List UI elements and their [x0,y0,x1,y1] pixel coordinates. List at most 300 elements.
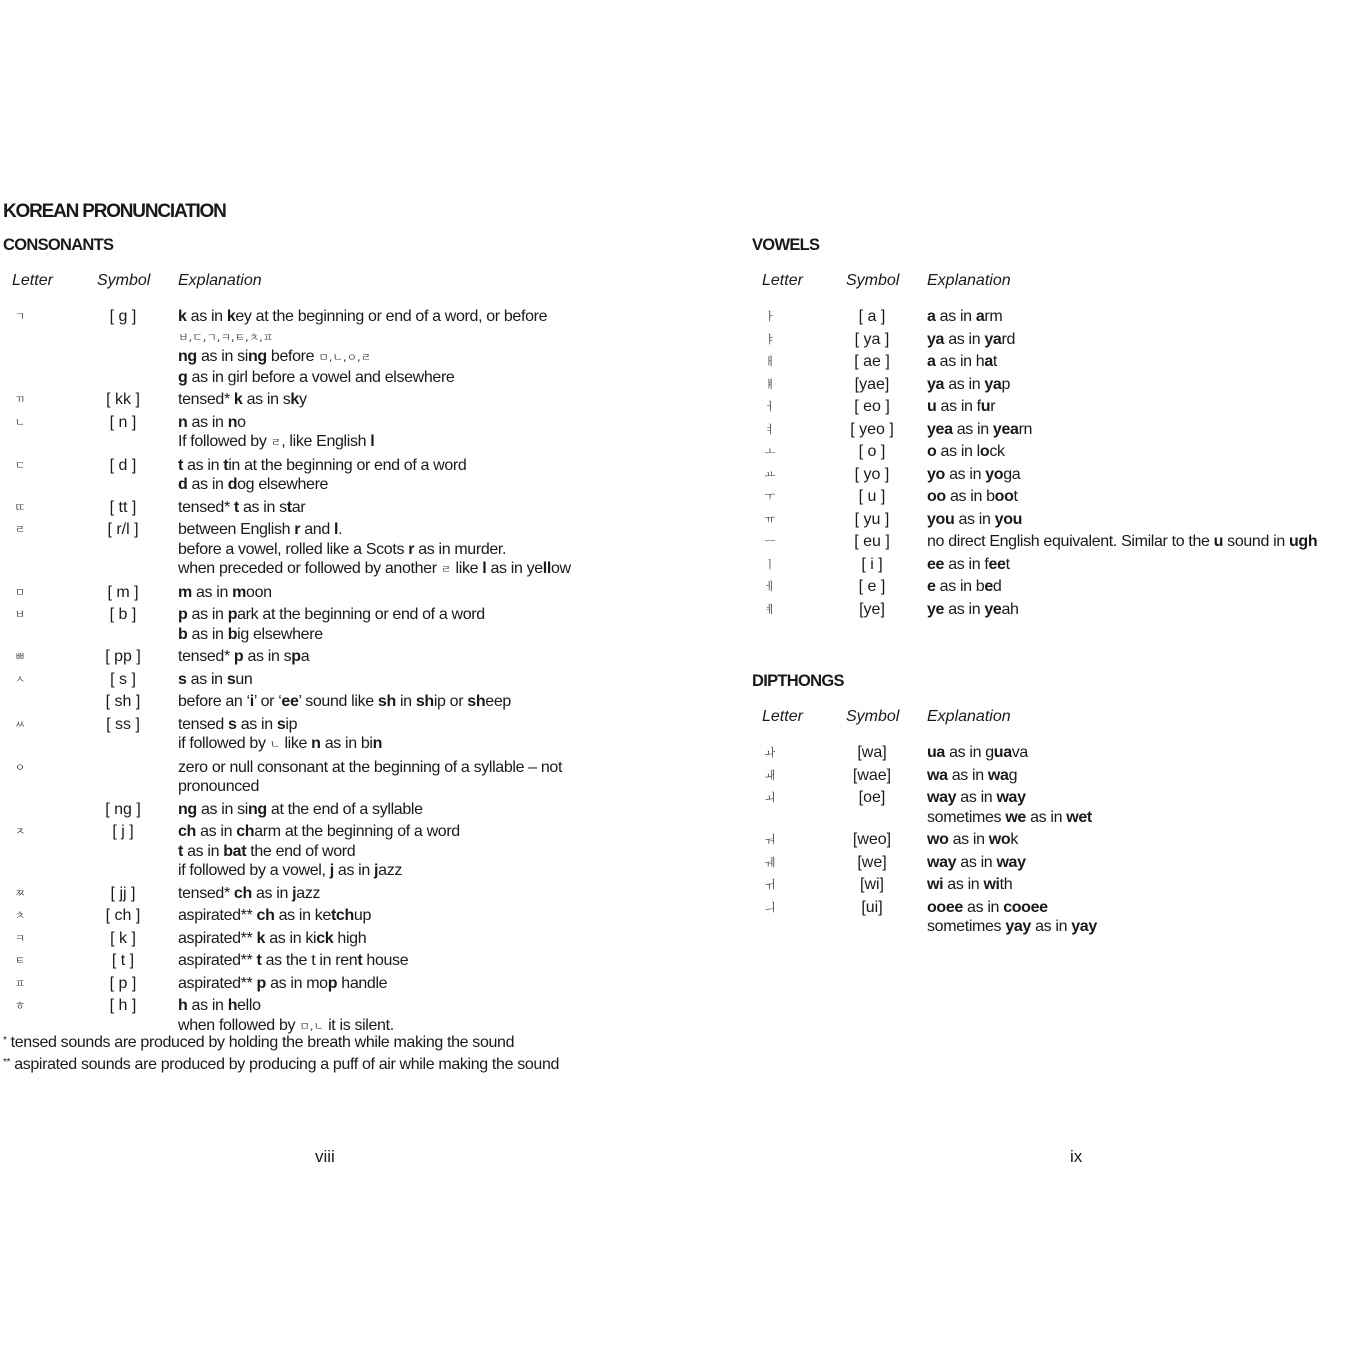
hangul-text: ㄹ [440,563,452,576]
emphasis-text: we [1005,808,1026,826]
explanation-line [178,368,690,388]
text: as in [251,884,293,902]
romanization-symbol: [ eu ] [854,533,890,550]
hangul-letter: ㅎ [14,999,26,1012]
text: if followed by a vowel, [178,862,330,879]
consonants-row [0,951,690,971]
text: aspirated** [178,929,257,947]
consonants-row [0,800,690,820]
text: pronounced [178,778,260,795]
hangul-letter: ㄲ [14,393,26,406]
explanation [927,307,1369,327]
diphthongs-row [690,875,1369,895]
hangul-letter: ㅇ [14,760,26,774]
text: ah [1001,600,1019,618]
explanation [927,600,1369,620]
footnote-tensed [3,1031,559,1053]
text: arm at the beginning of a word [254,823,460,840]
text: ck [989,443,1005,460]
text: as in si [196,800,248,818]
explanation-line [927,375,1369,395]
emphasis-text: wa [927,766,948,784]
consonants-row [0,456,690,495]
text: oon [246,583,272,601]
text: like [451,560,483,577]
explanation-line [178,800,690,820]
text: t [1005,555,1010,573]
emphasis-text: wa [987,766,1009,784]
explanation-line [927,465,1369,485]
text: as in b [945,488,995,505]
emphasis-text: cooee [1003,898,1048,916]
diphthongs-table [690,743,1369,940]
explanation-line [927,577,1369,597]
text: as in [186,670,227,688]
emphasis-text: a [975,308,985,325]
emphasis-text: t [256,952,262,969]
explanation-line [178,734,690,755]
text: a [300,648,310,665]
explanation-line [178,777,690,797]
text: t [1013,488,1018,505]
hangul-letter: ㅉ [14,886,26,900]
explanation-line [178,822,690,842]
explanation-line [927,875,1369,895]
emphasis-text: n [311,735,321,752]
hangul-letter: ㅏ [764,310,776,323]
text: no direct English equivalent. Similar to the [927,533,1214,550]
text: eep [485,693,511,710]
emphasis-text: yea [992,420,1019,438]
emphasis-text: ee [927,555,945,573]
emphasis-text: you [927,510,955,528]
hangul-letter: ㅋ [14,931,26,945]
emphasis-text: yo [927,465,945,483]
emphasis-text: d [227,476,238,493]
emphasis-text: ooee [927,898,963,916]
emphasis-text: d [178,476,188,493]
explanation [178,715,690,755]
hangul-letter: ㅐ [764,355,776,368]
emphasis-text: way [927,853,957,871]
explanation [927,555,1369,575]
hangul-letter: ㅌ [14,954,26,967]
emphasis-text: a [927,308,936,325]
text: as in [187,476,228,493]
explanation-line [178,390,690,410]
explanation-line [178,974,690,994]
emphasis-text: n [227,413,238,431]
emphasis-text: wo [927,831,949,848]
text: as in [195,823,237,840]
emphasis-text: s [226,670,236,688]
hangul-text: ㄹ [270,436,282,449]
hangul-letter: ㅛ [764,467,776,481]
vowels-row [690,465,1369,485]
explanation-line [178,327,690,348]
hangul-letter: ㅗ [764,445,776,458]
text: as in [187,625,228,643]
emphasis-text: ng [247,348,267,365]
romanization-symbol: [ e ] [858,578,886,595]
explanation [927,788,1369,827]
explanation-line [178,929,690,949]
diphthongs-letter-header: Letter [762,708,803,725]
emphasis-text: ugh [1288,533,1318,550]
consonants-row [0,974,690,994]
text: tensed* [178,391,234,408]
romanization-symbol: [ kk ] [106,391,140,408]
text: ’ or ‘ [253,693,282,710]
explanation-line [927,788,1369,808]
emphasis-text: b [178,625,188,643]
emphasis-text: e [927,578,936,595]
emphasis-text: t [178,842,183,860]
explanation-line [927,830,1369,850]
consonants-row [0,822,690,881]
explanation-line [927,397,1369,417]
emphasis-text: yay [1005,918,1031,935]
text: , like English [281,433,371,450]
explanation-line [927,600,1369,620]
hangul-letter: ㅃ [14,650,26,663]
explanation-line [178,647,690,667]
emphasis-text: ll [542,560,551,577]
hangul-letter: ㄱ [14,310,26,323]
vowels-row [690,510,1369,530]
text: as in f [936,398,981,415]
explanation-line [178,475,690,495]
text: azz [378,862,403,879]
text: ig elsewhere [237,625,323,643]
vowels-row [690,600,1369,620]
consonants-row [0,996,690,1036]
emphasis-text: bat [223,842,247,860]
emphasis-text: wo [988,831,1011,848]
emphasis-text: ng [178,348,197,365]
text: as in s [242,391,291,408]
romanization-symbol: [ui] [861,898,883,916]
text: in [395,693,416,710]
vowels-table [690,307,1369,622]
diphthongs-row [690,766,1369,786]
text: azz [296,884,321,902]
consonants-letter-header: Letter [12,272,53,289]
text: . [338,521,343,538]
emphasis-text: u [927,398,937,415]
explanation [927,830,1369,850]
emphasis-text: a [927,353,936,370]
consonants-row [0,929,690,949]
explanation [178,800,690,820]
hangul-letter: ㅍ [14,976,26,990]
hangul-letter: ㅙ [764,768,776,782]
emphasis-text: m [178,583,192,601]
explanation [927,397,1369,417]
romanization-symbol: [ yu ] [854,510,890,528]
text: as in [191,583,233,601]
footnote-mark: * [3,1035,7,1046]
text: like [280,735,312,752]
footnotes [3,1031,559,1075]
emphasis-text: ng [247,800,267,818]
footnote-text: aspirated sounds are produced by producing a puff of air while making the sound [10,1056,560,1073]
text: o [237,413,246,431]
text: as in [944,600,985,618]
romanization-symbol: [ ng ] [105,800,141,818]
text: as in f [944,555,989,573]
emphasis-text: ee [988,555,1006,573]
hangul-letter: ㅟ [764,878,776,891]
emphasis-text: e [984,578,993,595]
text: up [353,907,372,924]
hangul-letter: ㅖ [764,602,776,616]
text: high [333,929,367,947]
text: before an ‘ [178,693,250,710]
text: ar [291,498,306,516]
romanization-symbol: [ r/l ] [107,521,139,538]
emphasis-text: ua [927,744,945,761]
text: og elsewhere [237,476,329,493]
text: tensed* [178,498,234,516]
text: as in [187,413,228,431]
text: as in b [935,578,985,595]
text: tensed* [178,884,234,902]
text: ip [285,715,298,733]
hangul-letter: ㅈ [14,825,26,838]
explanation-line [178,456,690,476]
text: as in [948,831,989,848]
text: rm [984,308,1003,325]
explanation-line [927,766,1369,786]
text: va [1011,744,1028,761]
diphthongs-row [690,788,1369,827]
emphasis-text: p [327,974,338,992]
explanation-line [178,715,690,735]
hangul-letter: ㅁ [14,585,26,599]
romanization-symbol: [ j ] [112,823,134,840]
explanation [927,743,1369,763]
vowels-row [690,420,1369,440]
footnote-text: tensed sounds are produced by holding the breath while making the sound [6,1034,515,1051]
romanization-symbol: [ g ] [109,308,137,325]
explanation-line [927,352,1369,372]
text: as in [333,862,375,879]
text: un [235,670,253,688]
emphasis-text: j [292,884,297,902]
explanation-line [178,884,690,904]
emphasis-text: t [178,456,183,474]
explanation [178,929,690,949]
explanation [927,442,1369,462]
explanation-line [178,559,690,580]
text: th [999,876,1013,893]
explanation [178,951,690,971]
emphasis-text: o [927,443,937,460]
explanation [178,906,690,926]
explanation [178,390,690,410]
text: rd [1001,330,1015,348]
emphasis-text: ya [984,330,1002,348]
emphasis-text: p [178,606,188,623]
romanization-symbol: [ p ] [109,974,137,992]
emphasis-text: r [408,540,415,558]
romanization-symbol: [ i ] [861,555,883,573]
text: as in h [935,353,985,370]
explanation-line [927,808,1369,828]
vowels-row [690,330,1369,350]
text: at the end of a syllable [266,800,423,818]
explanation-line [178,861,690,881]
emphasis-text: i [249,693,254,710]
emphasis-text: m [232,583,247,601]
diphthongs-row [690,743,1369,763]
emphasis-text: oo [927,488,946,505]
explanation [927,577,1369,597]
emphasis-text: wi [983,876,1000,893]
consonants-table [0,307,690,1039]
hangul-letter: ㅠ [764,512,776,526]
explanation [927,420,1369,440]
explanation-line [178,413,690,433]
explanation [178,692,690,712]
explanation-line [927,555,1369,575]
emphasis-text: u [980,398,991,415]
explanation [178,583,690,603]
romanization-symbol: [ a ] [858,308,886,325]
explanation-line [927,743,1369,763]
romanization-symbol: [ t ] [111,952,135,969]
vowels-row [690,352,1369,372]
hangul-letter: ㄷ [14,458,26,472]
explanation-line [927,307,1369,327]
explanation-line [178,583,690,603]
diphthongs-row [690,853,1369,873]
emphasis-text: n [178,413,188,431]
vowels-row [690,307,1369,327]
text: rn [1018,420,1033,438]
emphasis-text: ua [993,744,1012,761]
emphasis-text: yay [1071,918,1097,935]
emphasis-text: ch [256,907,275,924]
consonants-row [0,413,690,453]
romanization-symbol: [ sh ] [105,693,141,710]
text: as in [182,456,224,474]
explanation [178,670,690,690]
text: as in ke [274,907,331,924]
vowels-heading: VOWELS [752,236,820,254]
explanation [927,487,1369,507]
diphthongs-explanation-header: Explanation [927,708,1011,725]
hangul-letter: ㅒ [764,377,776,391]
emphasis-text: t [223,456,229,474]
emphasis-text: o [979,443,990,460]
text: as in mo [265,974,328,992]
emphasis-text: j [374,862,379,879]
explanation-line [927,853,1369,873]
emphasis-text: ck [316,929,334,947]
romanization-symbol: [wae] [852,766,892,784]
emphasis-text: k [290,391,299,408]
explanation [927,898,1369,937]
text: tensed* [178,648,234,665]
consonants-row [0,498,690,518]
text: tensed [178,715,229,733]
hangul-letter: ㅂ [14,608,26,621]
romanization-symbol: [ n ] [109,413,137,431]
explanation [178,996,690,1036]
text: as in [956,789,997,806]
vowels-symbol-header: Symbol [846,272,900,289]
hangul-letter: ㄹ [14,523,26,536]
romanization-symbol: [ye] [859,600,885,618]
text: ’ sound like [298,693,378,710]
text: ello [237,997,261,1014]
hangul-letter: ㅘ [764,746,776,759]
right-page [690,0,1369,1369]
emphasis-text: wi [927,876,944,893]
consonants-row [0,390,690,410]
text: as in [944,465,986,483]
explanation-line [178,540,690,560]
text: the end of word [246,842,356,860]
text: aspirated** [178,974,257,992]
explanation [927,875,1369,895]
explanation-line [178,996,690,1016]
explanation [178,647,690,667]
romanization-symbol: [ eo ] [854,398,890,415]
explanation-line [178,758,690,778]
romanization-symbol: [ tt ] [109,498,137,516]
text: as in [956,853,997,871]
explanation-line [178,605,690,625]
consonants-row [0,670,690,690]
romanization-symbol: [ m ] [107,583,139,601]
emphasis-text: k [226,308,236,325]
vowels-row [690,532,1369,552]
consonants-row [0,605,690,644]
explanation [927,465,1369,485]
consonants-heading: CONSONANTS [3,236,114,254]
text: sometimes [927,918,1006,935]
explanation [178,822,690,881]
vowels-explanation-header: Explanation [927,272,1011,289]
explanation-line [927,510,1369,530]
emphasis-text: k [178,308,187,325]
text: handle [337,974,388,992]
emphasis-text: a [984,353,993,370]
consonants-row [0,583,690,603]
romanization-symbol: [ ss ] [106,715,140,733]
emphasis-text: wet [1066,808,1092,826]
text: as in murder. [414,540,507,558]
explanation-line [927,532,1369,552]
emphasis-text: p [256,974,266,992]
explanation-line [178,498,690,518]
emphasis-text: ya [984,375,1002,393]
text: as in [187,606,228,623]
emphasis-text: p [291,648,301,665]
romanization-symbol: [ yeo ] [850,420,894,438]
text: sometimes [927,808,1006,826]
text: as in [186,308,227,325]
page-title: KOREAN PRONUNCIATION [3,201,226,222]
text: ark at the beginning or end of a word [237,606,485,623]
explanation [927,375,1369,395]
emphasis-text: way [996,789,1026,806]
emphasis-text: ee [281,693,299,710]
emphasis-text: r [294,521,301,538]
